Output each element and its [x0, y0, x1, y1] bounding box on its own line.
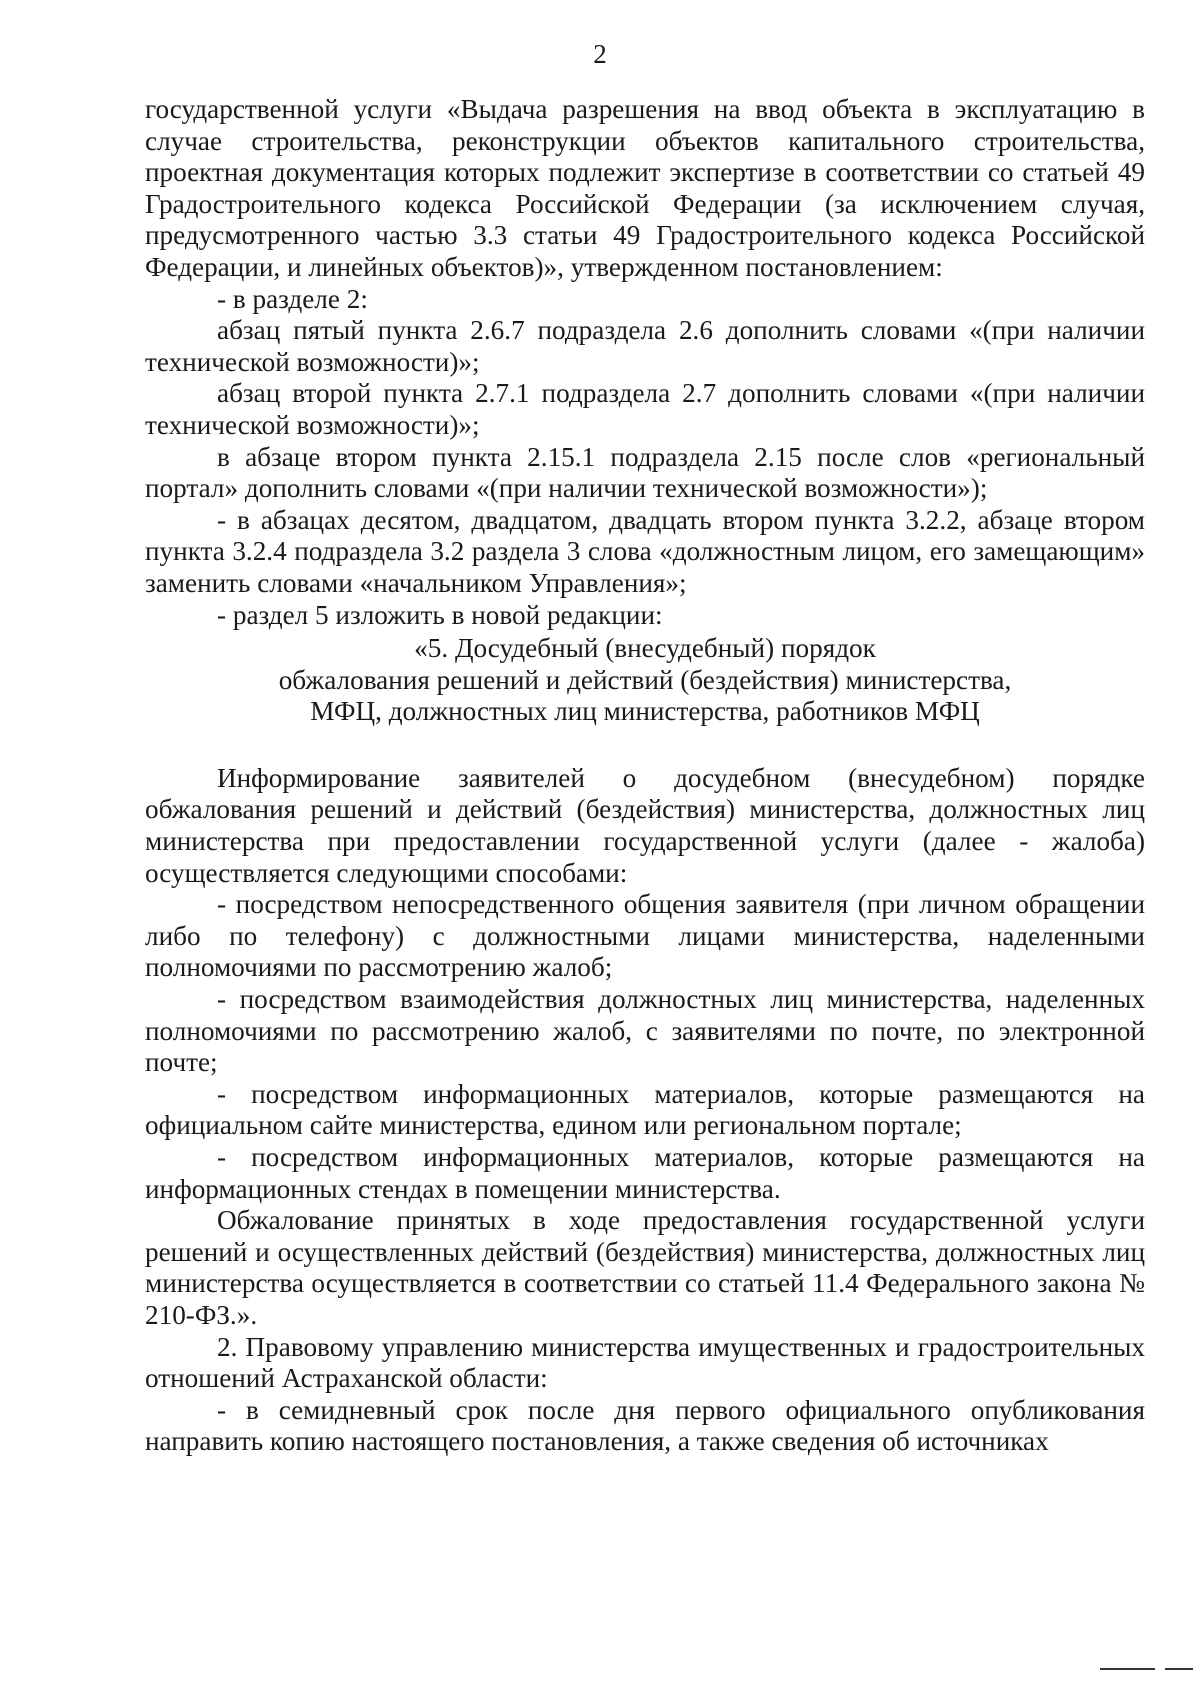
paragraph-p14: 2. Правовому управлению министерства имущественных и градостроительных отношений Астраханской области: — [145, 1331, 1145, 1394]
section-heading — [145, 633, 1145, 728]
paragraph-p8: Информирование заявителей о досудебном (внесудебном) порядке обжалования решений и действий (бездействия) министерства, должностных лиц министерства при предоставлении государственной услуги (далее - жалоба) осуществляется следующими способами: — [145, 762, 1145, 888]
page-number: 2 — [593, 39, 607, 69]
paragraph-p1: государственной услуги «Выдача разрешения на ввод объекта в эксплуатацию в случае строительства, реконструкции объектов капитального строительства, проектная документация которых подлежит экспертизе в соответствии со статьей 49 Градостроительного кодекса Российской Федерации (за исключением случая, предусмотренного частью 3.3 статьи 49 Градостроительного кодекса Российской Федерации, и линейных объектов)», утвержденном постановлением: — [145, 94, 1145, 282]
paragraph-p3: абзац пятый пункта 2.6.7 подраздела 2.6 дополнить словами «(при наличии технической возможности)»; — [145, 315, 1145, 377]
paragraph-p9: - посредством непосредственного общения заявителя (при личном обращении либо по телефону) с должностными лицами министерства, наделенными полномочиями по рассмотрению жалоб; — [145, 889, 1145, 983]
blank-line — [145, 728, 1145, 763]
heading-line: «5. Досудебный (внесудебный) порядок — [414, 633, 876, 664]
paragraph-p10: - посредством взаимодействия должностных лиц министерства, наделенных полномочиями по рассмотрению жалоб, с заявителями по почте, по электронной почте; — [145, 984, 1145, 1078]
paragraph-p15: - в семидневный срок после дня первого официального опубликования направить копию настоящего постановления, а также сведения об источниках — [145, 1394, 1145, 1457]
heading-line: МФЦ, должностных лиц министерства, работников МФЦ — [310, 696, 980, 727]
paragraph-p5: в абзаце втором пункта 2.15.1 подраздела 2.15 после слов «региональный портал» дополнить словами «(при наличии технической возможности»); — [145, 441, 1145, 504]
paragraph-p2: - в разделе 2: — [217, 283, 368, 314]
paragraph-p11: - посредством информационных материалов, которые размещаются на официальном сайте министерства, едином или региональном портале; — [145, 1078, 1145, 1141]
paragraph-p13: Обжалование принятых в ходе предоставления государственной услуги решений и осуществленных действий (бездействия) министерства, должностных лиц министерства осуществляется в соответствии со статьей 11.4 Федерального закона № 210-ФЗ.». — [145, 1205, 1145, 1330]
paragraph-p7: - раздел 5 изложить в новой редакции: — [217, 599, 663, 630]
paragraph-p4: абзац второй пункта 2.7.1 подраздела 2.7 дополнить словами «(при наличии технической возможности)»; — [145, 378, 1145, 440]
paragraph-group-top — [145, 94, 1145, 631]
paragraph-p12: - посредством информационных материалов, которые размещаются на информационных стендах в помещении министерства. — [145, 1142, 1145, 1204]
document-body — [145, 94, 1145, 1458]
paragraph-p6: - в абзацах десятом, двадцатом, двадцать втором пункта 3.2.2, абзаце втором пункта 3.2.4 подраздела 3.2 раздела 3 слова «должностным лицом, его замещающим» заменить словами «начальником Управления»; — [145, 504, 1145, 598]
scan-marks — [1100, 1668, 1195, 1672]
paragraph-group-bottom — [145, 763, 1145, 1458]
heading-line: обжалования решений и действий (бездействия) министерства, — [278, 664, 1012, 695]
